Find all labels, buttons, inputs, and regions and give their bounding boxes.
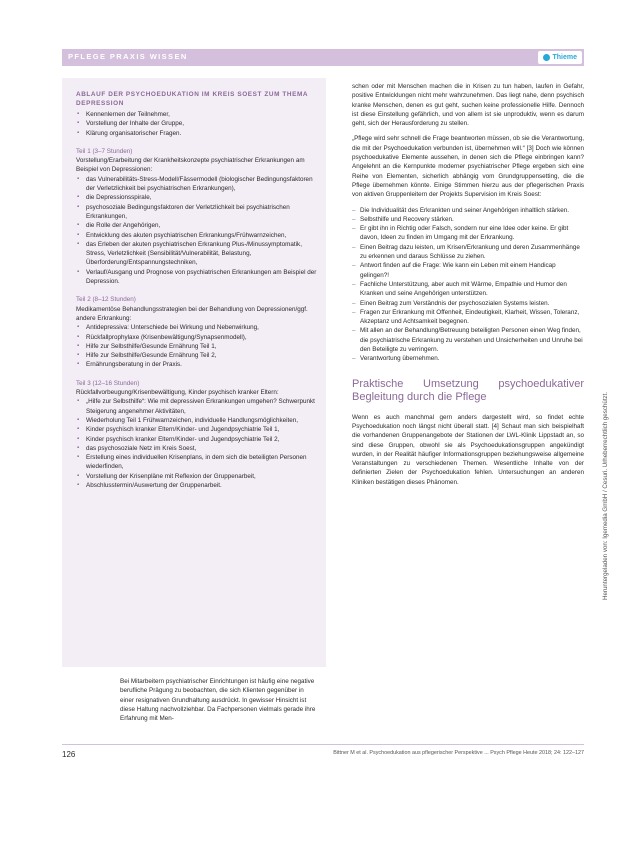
section-header-bar bbox=[62, 49, 584, 66]
list-item: ▪ Rückfallprophylaxe (Krisenbewältigung/Synapsenmodell), bbox=[76, 333, 318, 342]
list-item: ▪ Erstellung eines individuellen Krisenplans, in dem sich die beteiligten Personen wiederfinden, bbox=[76, 453, 318, 472]
section-list bbox=[76, 323, 318, 369]
section-heading: Teil 1 (3–7 Stunden) bbox=[76, 147, 133, 155]
list-item: ▪ Wiederholung Teil 1 Frühwarnzeichen, individuelle Handlungsmöglichkeiten, bbox=[76, 416, 318, 425]
section-heading: Teil 2 (8–12 Stunden) bbox=[76, 296, 136, 304]
download-watermark bbox=[602, 160, 612, 600]
list-item: ▪ „Hilfe zur Selbsthilfe“: Wie mit depressiven Erkrankungen umgehen? Schwerpunkt Steigerung angenehmer Aktivitäten, bbox=[76, 397, 318, 416]
thieme-logo-icon bbox=[543, 54, 550, 61]
list-item: ▪ die Rolle der Angehörigen, bbox=[76, 221, 318, 230]
section-subheading: Praktische Umsetzung psychoedukativer Begleitung durch die Pflege bbox=[352, 377, 584, 404]
footer-citation: Bittner M et al. Psychoedukation aus pflegerischer Perspektive ... Psych Pflege Heute 2018; 24: 122–127 bbox=[333, 750, 584, 756]
paragraph: schen oder mit Menschen machen die in Krisen zu tun haben, laufen in Gefahr, positive Entwicklungen nicht mehr wahrzunehmen. Das liegt nahe, denn psychisch kranke Menschen, denen es gut geht, suchen keine professionelle Hilfe. Dennoch ist diese Einstellung gefährlich, und von allem ist sie unproduktiv, wenn es darum geht, sich der Herausforderung zu stellen. bbox=[352, 83, 584, 128]
page-number: 126 bbox=[62, 750, 76, 759]
list-item: ▪ Hilfe zur Selbsthilfe/Gesunde Ernährung Teil 1, bbox=[76, 342, 318, 351]
section-list bbox=[76, 397, 318, 490]
list-item: – Die Individualität des Erkrankten und seiner Angehörigen inhaltlich stärken. bbox=[352, 206, 584, 215]
list-item: ▪ die Depressionsspirale, bbox=[76, 193, 318, 202]
section-subheading: Medikamentöse Behandlungsstrategien bei der Behandlung von Depressionen/ggf. andere Erkrankung: bbox=[76, 305, 308, 322]
list-item: ▪ Klärung organisatorischer Fragen. bbox=[76, 129, 318, 138]
list-item: ▪ Vorstellung der Inhalte der Gruppe, bbox=[76, 119, 318, 128]
section-subheading: Vorstellung/Erarbeitung der Krankheitskonzepte psychiatrischer Erkrankungen am Beispiel von Depressionen: bbox=[76, 157, 305, 174]
list-item: ▪ psychosoziale Bedingungsfaktoren der Verletzlichkeit bei psychiatrischen Erkrankungen, bbox=[76, 203, 318, 222]
right-column bbox=[352, 82, 584, 493]
list-item: ▪ Verlauf/Ausgang und Prognose von psychiatrischen Erkrankungen am Beispiel der Depression. bbox=[76, 268, 318, 287]
list-item: ▪ das psychosoziale Netz im Kreis Soest, bbox=[76, 444, 318, 453]
list-item: – Antwort finden auf die Frage: Wie kann ein Leben mit einem Handicap gelingen?! bbox=[352, 261, 584, 280]
footer-divider bbox=[62, 744, 584, 745]
list-item: – Einen Beitrag zum Verständnis der psychosozialen Systems leisten. bbox=[352, 299, 584, 308]
section-label: PFLEGE PRAXIS WISSEN bbox=[68, 52, 188, 61]
left-column-paragraph: Bei Mitarbeitern psychiatrischer Einrichtungen ist häufig eine negative berufliche Prägung zu beobachten, die sich Klienten gegenüber in einer resignativen Grundhaltung ausdrückt. In gewisser Hinsicht ist diese Haltung nachvollziehbar. Da Fachpersonen vielmals gerade ihre Erfahrung mit Men- bbox=[120, 678, 316, 723]
list-item: – Selbsthilfe und Recovery stärken. bbox=[352, 215, 584, 224]
paragraph: „Pflege wird sehr schnell die Frage beantworten müssen, ob sie die Verantwortung, die mit der Psychoedukation verbunden ist, übernehmen will.“ [3] Doch wie können psychoedukative Elemente aussehen, in denen sich die Pflege einbringen kann? Angelehnt an die Kernpunkte moderner psychiatrischer Pflege ergeben sich eine Reihe von Elementen, sicherlich abhängig vom Grundgruppensetting, die die Pflege übernehmen könnte. Einige Stimmen hierzu aus der pflegerischen Praxis von aktiven Gruppenleitern der Projekts Supervision im Kreis Soest: bbox=[352, 135, 584, 199]
section-list bbox=[76, 175, 318, 287]
list-item: – Er gibt ihn in Richtig oder Falsch, sondern nur eine Idee oder keine. Er gibt davon, Ideen zu finden im Umgang mit der Erkrankung. bbox=[352, 224, 584, 243]
list-item: ▪ Entwicklung des akuten psychiatrischen Erkrankungs/Frühwarnzeichen, bbox=[76, 231, 318, 240]
list-item: – Mit allen an der Behandlung/Betreuung beteiligten Personen einen Weg finden, die psychiatrische Erkrankung zu verstehen und Unsicherheiten und Unruhe bei den Beteiligte zu verringern. bbox=[352, 326, 584, 354]
list-item: ▪ Vorstellung der Krisenpläne mit Reflexion der Gruppenarbeit, bbox=[76, 472, 318, 481]
brand-text: Thieme bbox=[552, 54, 577, 61]
list-item: – Fragen zur Erkrankung mit Offenheit, Eindeutigkeit, Klarheit, Wissen, Toleranz, Akzeptanz und Achtsamkeit begegnen. bbox=[352, 308, 584, 327]
publisher-logo bbox=[538, 51, 582, 64]
list-item: ▪ Abschlusstermin/Auswertung der Gruppenarbeit. bbox=[76, 481, 318, 490]
intro-list bbox=[76, 110, 318, 138]
list-item: – Fachliche Unterstützung, aber auch mit Wärme, Empathie und Humor den Kranken und seine Angehörigen unterstützen. bbox=[352, 280, 584, 299]
dash-list bbox=[352, 206, 584, 364]
list-item: ▪ Hilfe zur Selbsthilfe/Gesunde Ernährung Teil 2, bbox=[76, 351, 318, 360]
paragraph: Wenn es auch manchmal gern anders dargestellt wird, so findet echte Psychoedukation noch längst nicht überall statt. [4] Schaut man sich beispielhaft die vorhandenen Gruppenangebote der Stationen der LWL-Klinik Lippstadt an, so sind diese Gruppen, obwohl sie als Psychoedukationsgruppen angekündigt wurden, in der Realität häufiger Informationsgruppen beziehungsweise allgemeine Veranstaltungen zu verschiedenen Themen. Wesentliche Inhalte von der definierten Zielen der Psychoedukation fehlen. Untersuchungen an anderen Kliniken bestätigen dieses Phänomen. bbox=[352, 413, 584, 486]
info-box bbox=[62, 78, 326, 667]
list-item: ▪ das Erleben der akuten psychiatrischen Erkrankung Plus-/Minussymptomatik, Stress, Verletzlichkeit (Sensibilität/Vulnerabilität, Belastung, Überforderung/Entspannungstechniken, bbox=[76, 240, 318, 268]
list-item: ▪ das Vulnerabilitäts-Stress-Modell/Fässermodell (biologischer Bedingungsfaktoren der Verletzlichkeit bei psychiatrischen Erkrankungen), bbox=[76, 175, 318, 194]
list-item: ▪ Kennenlernen der Teilnehmer, bbox=[76, 110, 318, 119]
section-subheading: Rückfallvorbeugung/Krisenbewältigung, Kinder psychisch kranker Eltern: bbox=[76, 389, 279, 397]
list-item: ▪ Kinder psychisch kranker Eltern/Kinder- und Jugendpsychiatrie Teil 1, bbox=[76, 425, 318, 434]
watermark-text: Heruntergeladen von: Igemedia GmbH / Cesuri. Urheberrechtlich geschützt. bbox=[602, 391, 609, 600]
section-heading: Teil 3 (12–16 Stunden) bbox=[76, 379, 140, 387]
list-item: ▪ Ernährungsberatung in der Praxis. bbox=[76, 360, 318, 369]
list-item: – Verantwortung übernehmen. bbox=[352, 354, 584, 363]
list-item: ▪ Antidepressiva: Unterschiede bei Wirkung und Nebenwirkung, bbox=[76, 323, 318, 332]
box-title: ABLAUF DER PSYCHOEDUKATION IM KREIS SOEST ZUM THEMA DEPRESSION bbox=[76, 91, 308, 107]
list-item: – Einen Beitrag dazu leisten, um Krisen/Erkrankung und deren Zusammenhänge zu erkennen und daraus Schlüsse zu ziehen. bbox=[352, 243, 584, 262]
list-item: ▪ Kinder psychisch kranker Eltern/Kinder- und Jugendpsychiatrie Teil 2, bbox=[76, 435, 318, 444]
